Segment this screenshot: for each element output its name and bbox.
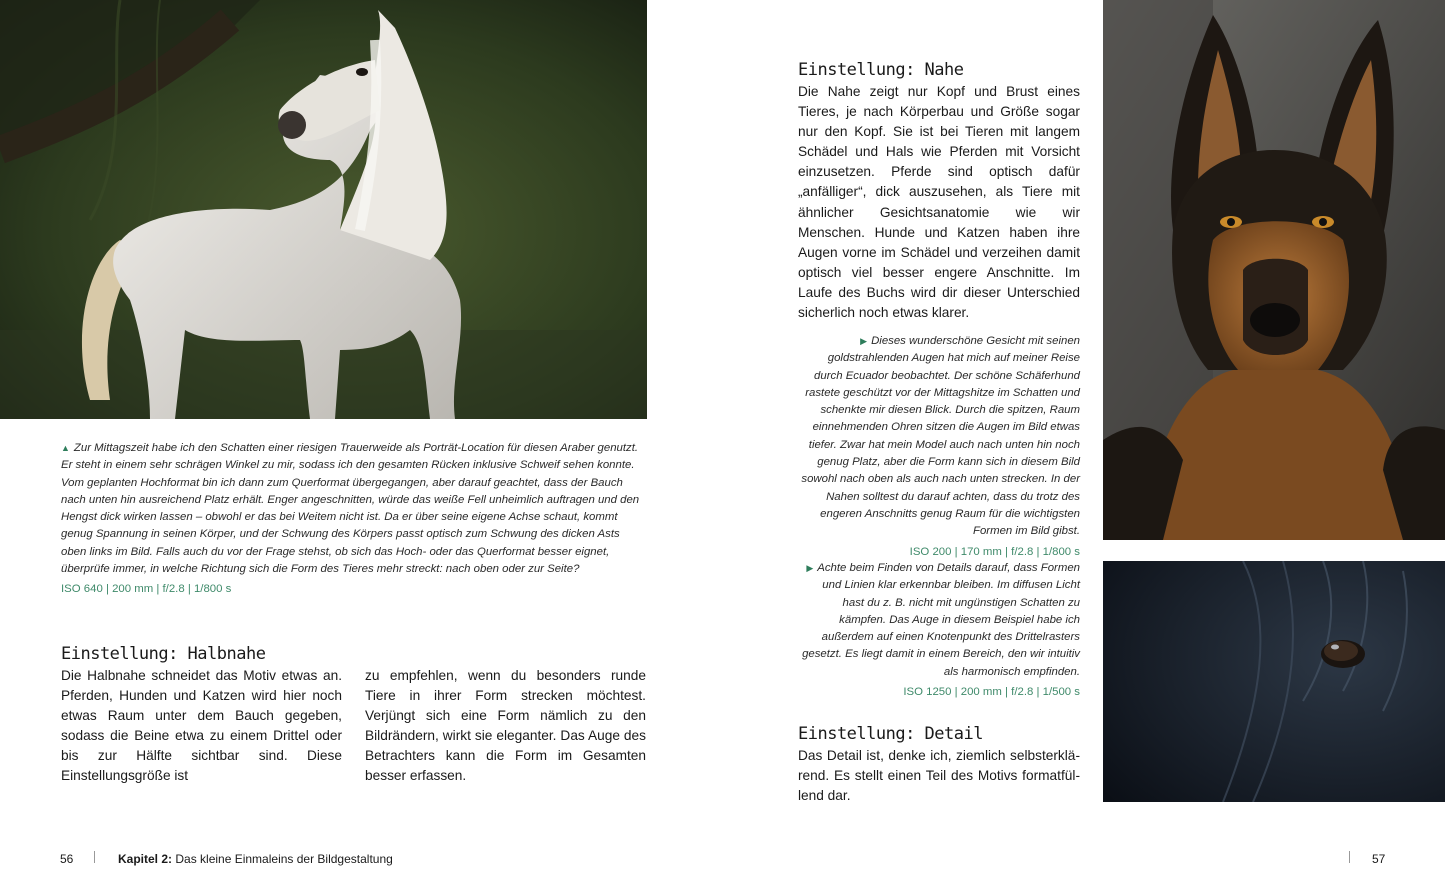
page-number-left: 56	[60, 852, 74, 866]
triangle-right-icon: ▶	[806, 563, 814, 573]
caption-horse-exif: ISO 640 | 200 mm | f/2.8 | 1/800 s	[61, 583, 232, 596]
body-halbnahe-col1: Die Halbnahe schneidet das Motiv etwas an. Pferden, Hunden und Katzen wird hier noch etwas Raum unter dem Bauch gegeben, sodass die Beine etwa zu einem Drittel oder bis zur Hälfte sichtbar sind. Diese Einstellungsgröße ist	[61, 668, 342, 784]
caption-dog	[800, 333, 1080, 561]
caption-eye-exif: ISO 1250 | 200 mm | f/2.8 | 1/500 s	[903, 686, 1080, 699]
caption-dog-text: Dieses wunderschöne Gesicht mit seinen goldstrahlenden Augen hat mich auf meiner Reise durch Ecuador beobachtet. Der schöne Schäferhund rastete geschützt vor der Mittagshitze im Schatten und schenkte mir diesen Blick. Durch die spitzen, Raum einnehmenden Ohren sitzen die Augen im Bild etwas tiefer. Zwar hat mein Model auch nach unten hin noch genug Platz, aber die Form kann sich in diesem Bild sowohl nach oben als auch nach unten strecken. In der Nahen solltest du darauf achten, dass du trotz des engeren Anschnitts genug Raum für die wichtigsten Formen im Bild gibst.	[801, 335, 1080, 538]
caption-eye-text: Achte beim Finden von Details darauf, dass Formen und Linien klar erkennbar bleiben. Im diffusen Licht hast du z. B. nicht mit ungünstigen Schatten zu kämpfen. Das Auge in diesem Beispiel habe ich außerdem auf einen Knotenpunkt des Drittelrasters gesetzt. Es liegt damit in einem Bereich, den wir intuitiv als harmonisch empfinden.	[802, 562, 1080, 678]
heading-halbnahe: Einstellung: Halbnahe	[61, 644, 266, 664]
footer-separator	[1349, 851, 1350, 863]
heading-detail: Einstellung: Detail	[798, 724, 983, 744]
chapter-label: Kapitel 2:	[118, 852, 173, 866]
eye-photo	[1103, 561, 1445, 802]
body-halbnahe-col2: zu empfehlen, wenn du besonders runde Tiere in ihrer Form strecken möchtest. Verjüngt sich eine Form nämlich zu den Bildrändern, wirkt sie eleganter. Das Auge des Betrachters kann die Form im Gesamten besser erfassen.	[365, 668, 646, 784]
caption-horse	[61, 440, 646, 599]
page-number-right: 57	[1372, 852, 1386, 866]
horse-photo	[0, 0, 647, 419]
dog-photo	[1103, 0, 1445, 540]
body-nahe: Die Nahe zeigt nur Kopf und Brust eines Tieres, je nach Körperbau und Größe sogar nur den Kopf. Sie ist bei Tieren mit langem Schädel und Hals wie Pferden mit Vorsicht einzusetzen. Pferde sind optisch dafür „anfälliger“, dick auszusehen, als Tiere mit ähnlicher Gesichtsanatomie wie wir Menschen. Hunde und Katzen haben ihre Augen vorne im Schädel und verzeihen damit optisch viel besser engere Anschnitte. Im Laufe des Buchs wird dir dieser Unterschied sicherlich noch etwas klarer.	[798, 84, 1080, 321]
chapter-title-text: Das kleine Einmaleins der Bildgestaltung	[172, 852, 393, 866]
footer-separator	[94, 851, 95, 863]
heading-nahe: Einstellung: Nahe	[798, 60, 964, 80]
caption-horse-text: Zur Mittagszeit habe ich den Schatten einer riesigen Trauerweide als Porträt-Location für diesen Araber genutzt. Er steht in einem sehr schrägen Winkel zu mir, sodass ich den gesamten Rücken inklusive Schweif sehen konnte. Vom geplanten Hochformat bin ich dann zum Querformat übergegangen, aber darauf geachtet, dass der Bauch nach unten hin ausreichend Platz erhält. Enger angeschnitten, würde das weiße Fell unheimlich auftragen und den Hengst dick wirken lassen – obwohl er das bei Weitem nicht ist. Da er über seine eigene Achse schaut, kommt genug Spannung in seinen Körper, und der Schwung des Körpers passt optisch zum Schwung des dicken Asts oben links im Bild. Falls auch du vor der Frage stehst, ob sich das Hoch- oder das Querformat besser eignet, überprüfe immer, in welche Richtung sich die Form des Tieres mehr streckt: nach oben oder zur Seite?	[61, 442, 640, 576]
caption-eye	[800, 560, 1080, 701]
triangle-right-icon: ▶	[860, 336, 868, 346]
caption-dog-exif: ISO 200 | 170 mm | f/2.8 | 1/800 s	[909, 545, 1080, 558]
chapter-title	[118, 852, 393, 866]
triangle-up-icon: ▲	[61, 443, 70, 453]
body-detail: Das Detail ist, denke ich, ziemlich selbsterklärend. Es stellt einen Teil des Motivs formatfüllend dar.	[798, 748, 1080, 804]
